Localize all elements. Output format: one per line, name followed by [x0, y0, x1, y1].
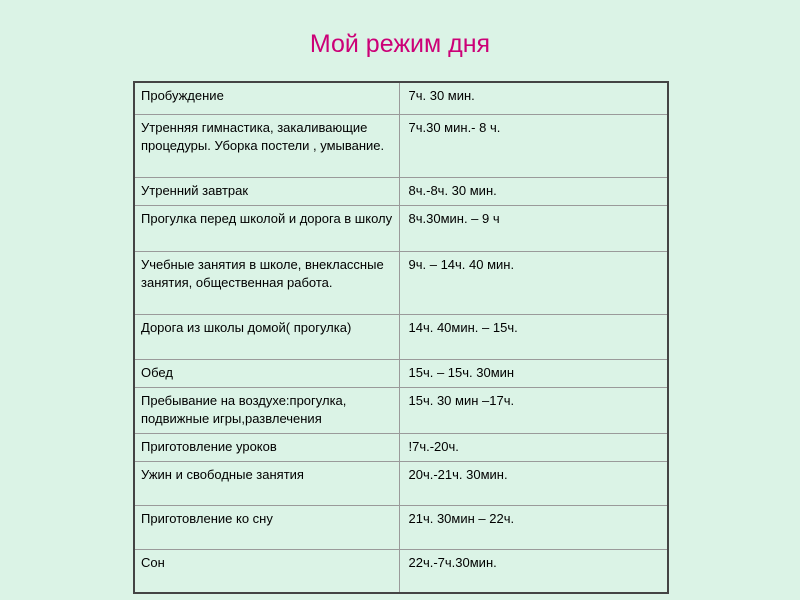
table-row: [134, 82, 668, 114]
table-row: [134, 205, 668, 251]
page-title: Мой режим дня: [309, 30, 491, 58]
activity-cell: Утренняя гимнастика, закаливающие процедуры. Уборка постели , умывание.: [134, 114, 399, 177]
table-row: [134, 177, 668, 205]
table-row: [134, 359, 668, 387]
activity-cell: Дорога из школы домой( прогулка): [134, 314, 399, 359]
time-cell: 7ч.30 мин.- 8 ч.: [399, 114, 668, 177]
activity-cell: Сон: [134, 549, 399, 593]
table-row: [134, 251, 668, 314]
table-row: [134, 314, 668, 359]
time-cell: 9ч. – 14ч. 40 мин.: [399, 251, 668, 314]
schedule-table: [133, 81, 669, 594]
time-cell: 7ч. 30 мин.: [399, 82, 668, 114]
activity-cell: Учебные занятия в школе, внеклассные занятия, общественная работа.: [134, 251, 399, 314]
table-row: [134, 387, 668, 433]
time-cell: 15ч. – 15ч. 30мин: [399, 359, 668, 387]
time-cell: 8ч.-8ч. 30 мин.: [399, 177, 668, 205]
activity-cell: Приготовление уроков: [134, 433, 399, 461]
time-cell: 22ч.-7ч.30мин.: [399, 549, 668, 593]
activity-cell: Утренний завтрак: [134, 177, 399, 205]
table-row: [134, 505, 668, 549]
table-row: [134, 114, 668, 177]
activity-cell: Пребывание на воздухе:прогулка, подвижные игры,развлечения: [134, 387, 399, 433]
table-row: [134, 433, 668, 461]
table-row: [134, 461, 668, 505]
time-cell: !7ч.-20ч.: [399, 433, 668, 461]
time-cell: 15ч. 30 мин –17ч.: [399, 387, 668, 433]
activity-cell: Прогулка перед школой и дорога в школу: [134, 205, 399, 251]
activity-cell: Приготовление ко сну: [134, 505, 399, 549]
time-cell: 8ч.30мин. – 9 ч: [399, 205, 668, 251]
time-cell: 21ч. 30мин – 22ч.: [399, 505, 668, 549]
time-cell: 14ч. 40мин. – 15ч.: [399, 314, 668, 359]
time-cell: 20ч.-21ч. 30мин.: [399, 461, 668, 505]
activity-cell: Пробуждение: [134, 82, 399, 114]
activity-cell: Ужин и свободные занятия: [134, 461, 399, 505]
activity-cell: Обед: [134, 359, 399, 387]
table-row: [134, 549, 668, 593]
